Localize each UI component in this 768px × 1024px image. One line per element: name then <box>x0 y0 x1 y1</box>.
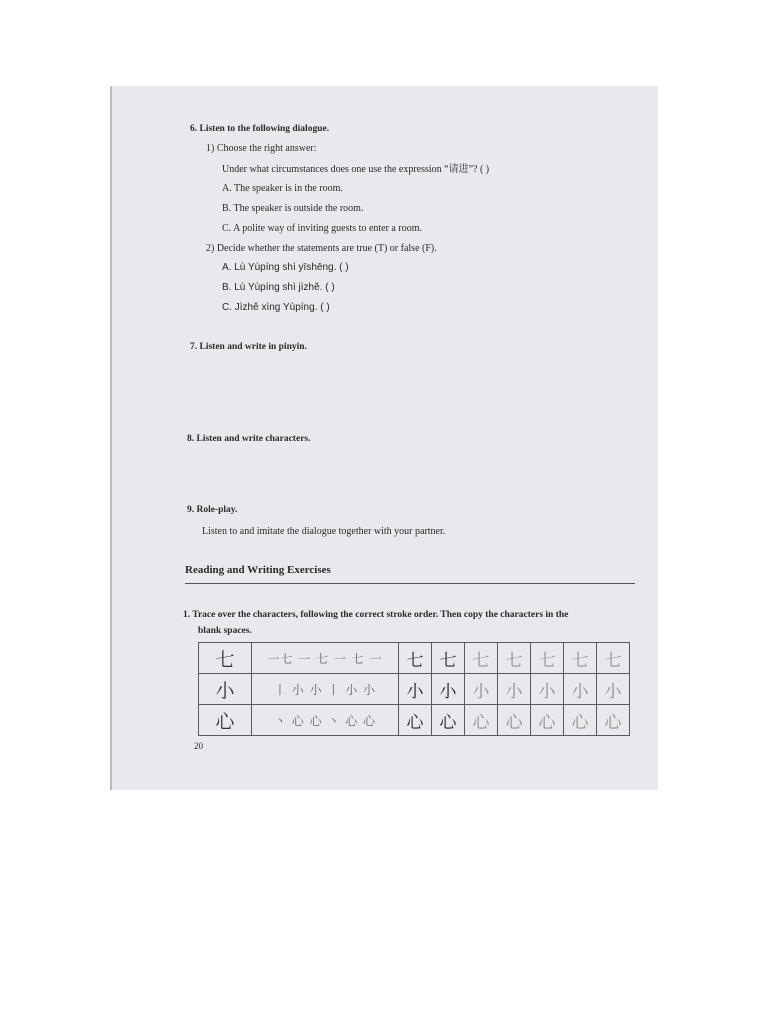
model-character: 小 <box>199 674 252 705</box>
exercise-8-heading: 8. Listen and write characters. <box>187 434 311 444</box>
statement-c: C. Jìzhě xìng Yùpíng. ( ) <box>222 302 330 313</box>
option-a: A. The speaker is in the room. <box>222 183 343 194</box>
practice-cell[interactable]: 七 <box>531 643 564 674</box>
grid-row <box>199 705 630 736</box>
stroke-order: 丨 小 小 丨 小 小 <box>252 674 399 705</box>
section-divider <box>185 583 635 584</box>
practice-cell[interactable]: 心 <box>564 705 597 736</box>
practice-cell[interactable]: 七 <box>432 643 465 674</box>
stroke-order: 丶 心 心 丶 心 心 <box>252 705 399 736</box>
practice-cell[interactable]: 七 <box>564 643 597 674</box>
practice-cell[interactable]: 心 <box>597 705 630 736</box>
reading-writing-title: Reading and Writing Exercises <box>185 564 331 576</box>
exercise-6-question: Under what circumstances does one use the expression “请进”? ( ) <box>222 164 490 175</box>
practice-cell[interactable]: 小 <box>531 674 564 705</box>
rw-exercise-1-instructions: 1. Trace over the characters, following the correct stroke order. Then copy the characters in the <box>183 610 569 620</box>
page-number: 20 <box>194 741 203 751</box>
option-c: C. A polite way of inviting guests to enter a room. <box>222 223 422 234</box>
practice-cell[interactable]: 心 <box>465 705 498 736</box>
exercise-6-part1-label: 1) Choose the right answer: <box>206 143 317 154</box>
practice-cell[interactable]: 小 <box>564 674 597 705</box>
practice-cell[interactable]: 小 <box>597 674 630 705</box>
practice-cell[interactable]: 七 <box>498 643 531 674</box>
exercise-9-text: Listen to and imitate the dialogue together with your partner. <box>202 526 446 537</box>
stroke-order: 一七 一 七 一 七 一 <box>252 643 399 674</box>
statement-a: A. Lù Yùpíng shì yīshēng. ( ) <box>222 262 349 273</box>
practice-cell[interactable]: 七 <box>597 643 630 674</box>
character-tracing-grid <box>198 642 630 736</box>
practice-cell[interactable]: 小 <box>399 674 432 705</box>
exercise-9-heading: 9. Role-play. <box>187 505 238 515</box>
practice-cell[interactable]: 小 <box>498 674 531 705</box>
rw-exercise-1-instructions-cont: blank spaces. <box>198 626 252 636</box>
model-character: 七 <box>199 643 252 674</box>
practice-cell[interactable]: 心 <box>498 705 531 736</box>
exercise-6-heading: 6. Listen to the following dialogue. <box>190 124 330 134</box>
worksheet-page <box>110 86 658 790</box>
model-character: 心 <box>199 705 252 736</box>
practice-cell[interactable]: 心 <box>432 705 465 736</box>
practice-cell[interactable]: 小 <box>465 674 498 705</box>
exercise-7-heading: 7. Listen and write in pinyin. <box>190 342 307 352</box>
practice-cell[interactable]: 七 <box>465 643 498 674</box>
practice-cell[interactable]: 心 <box>531 705 564 736</box>
grid-row <box>199 674 630 705</box>
practice-cell[interactable]: 七 <box>399 643 432 674</box>
practice-cell[interactable]: 心 <box>399 705 432 736</box>
exercise-6-part2-label: 2) Decide whether the statements are true (T) or false (F). <box>206 243 437 254</box>
statement-b: B. Lù Yùpíng shì jìzhě. ( ) <box>222 282 335 293</box>
option-b: B. The speaker is outside the room. <box>222 203 364 214</box>
grid-row <box>199 643 630 674</box>
practice-cell[interactable]: 小 <box>432 674 465 705</box>
